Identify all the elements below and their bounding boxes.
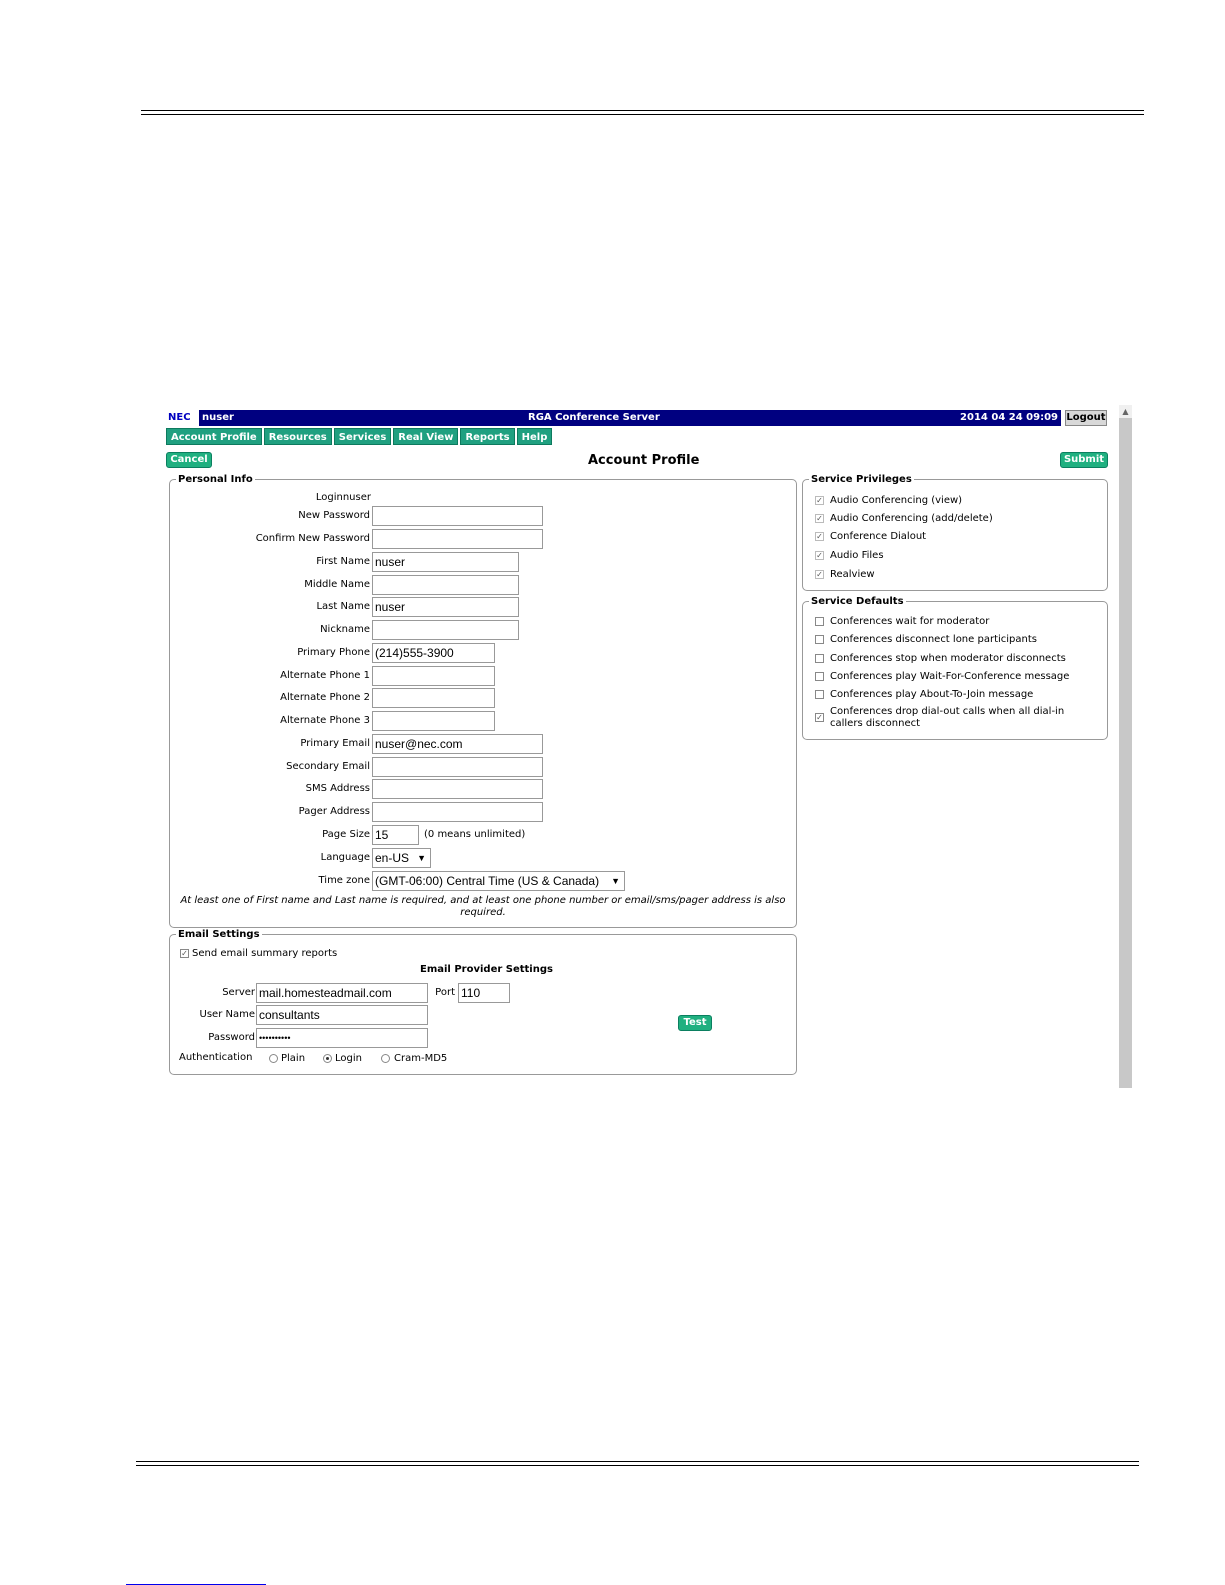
login-value: nuser	[342, 492, 371, 503]
default-label: Conferences stop when moderator disconnects	[830, 653, 1066, 664]
service-defaults-legend: Service Defaults	[811, 596, 904, 607]
pager-address-label: Pager Address	[298, 806, 370, 817]
tab-services[interactable]: Services	[334, 428, 392, 445]
password-label: Password	[208, 1032, 255, 1043]
submit-button[interactable]: Submit	[1060, 452, 1108, 468]
service-privileges-legend: Service Privileges	[811, 474, 912, 485]
nickname-input[interactable]	[372, 620, 519, 640]
vertical-scrollbar[interactable]	[1119, 405, 1132, 1088]
top-rule-1	[141, 110, 1144, 111]
username-input[interactable]: consultants	[256, 1005, 428, 1025]
tab-real-view[interactable]: Real View	[393, 428, 458, 445]
default-label: Conferences play Wait-For-Conference message	[830, 671, 1070, 682]
current-user: nuser	[202, 412, 234, 423]
default-checkbox[interactable]: ✓	[816, 713, 823, 722]
last-name-label: Last Name	[316, 601, 370, 612]
cancel-button[interactable]: Cancel	[166, 452, 212, 468]
nickname-label: Nickname	[320, 624, 370, 635]
default-label: Conferences wait for moderator	[830, 616, 990, 627]
privilege-label: Audio Conferencing (add/delete)	[830, 513, 993, 524]
auth-plain-label: Plain	[281, 1053, 306, 1064]
sms-address-input[interactable]	[372, 779, 543, 799]
default-checkbox[interactable]	[815, 672, 824, 681]
auth-cram-md5-radio[interactable]	[381, 1054, 390, 1063]
alternate-phone-3-input[interactable]	[372, 711, 495, 731]
middle-name-input[interactable]	[372, 575, 519, 595]
default-label: Conferences disconnect lone participants	[830, 634, 1037, 645]
authentication-label: Authentication	[179, 1052, 253, 1063]
alternate-phone-2-input[interactable]	[372, 688, 495, 708]
page-size-label: Page Size	[322, 829, 370, 840]
default-checkbox[interactable]	[815, 635, 824, 644]
port-label: Port	[435, 987, 455, 998]
server-input[interactable]: mail.homesteadmail.com	[256, 983, 428, 1003]
default-label: Conferences drop dial-out calls when all dial-in callers disconnect	[830, 706, 1065, 729]
page-size-hint: (0 means unlimited)	[424, 829, 526, 840]
bottom-rule-1	[136, 1461, 1139, 1462]
tab-help[interactable]: Help	[517, 428, 553, 445]
nav-tabs	[166, 428, 552, 445]
timezone-label: Time zone	[318, 875, 370, 886]
default-checkbox[interactable]	[815, 690, 824, 699]
auth-cram-md5-label: Cram-MD5	[394, 1053, 448, 1064]
bottom-rule-2	[136, 1465, 1139, 1466]
tab-resources[interactable]: Resources	[264, 428, 332, 445]
alternate-phone-3-label: Alternate Phone 3	[280, 715, 370, 726]
auth-login-radio[interactable]	[323, 1054, 332, 1063]
password-input[interactable]: ••••••••••	[256, 1028, 428, 1048]
sms-address-label: SMS Address	[305, 783, 370, 794]
middle-name-label: Middle Name	[304, 579, 370, 590]
header-datetime: 2014 04 24 09:09	[960, 412, 1058, 423]
top-rule-2	[141, 114, 1144, 115]
primary-phone-input[interactable]: (214)555-3900	[372, 643, 495, 663]
alternate-phone-1-input[interactable]	[372, 666, 495, 686]
confirm-password-input[interactable]	[372, 529, 543, 549]
confirm-password-label: Confirm New Password	[255, 533, 370, 544]
auth-plain-radio[interactable]	[269, 1054, 278, 1063]
timezone-select[interactable]	[372, 871, 625, 891]
default-label: Conferences play About-To-Join message	[830, 689, 1034, 700]
login-label: Loginnuser	[315, 492, 371, 503]
logout-button[interactable]: Logout	[1065, 410, 1107, 426]
test-button[interactable]: Test	[678, 1015, 712, 1031]
default-checkbox[interactable]	[815, 654, 824, 663]
primary-phone-label: Primary Phone	[297, 647, 370, 658]
privilege-checkbox: ✓	[816, 532, 823, 541]
pager-address-input[interactable]	[372, 802, 543, 822]
email-provider-heading: Email Provider Settings	[420, 964, 553, 975]
chevron-down-icon: ▼	[611, 876, 620, 886]
send-summary-checkbox[interactable]: ✓	[181, 949, 188, 958]
secondary-email-input[interactable]	[372, 757, 543, 777]
brand-logo: NEC	[166, 410, 199, 426]
privilege-checkbox: ✓	[816, 514, 823, 523]
email-settings-legend: Email Settings	[178, 929, 260, 940]
send-summary-label: Send email summary reports	[192, 948, 338, 959]
alternate-phone-2-label: Alternate Phone 2	[280, 692, 370, 703]
primary-email-label: Primary Email	[300, 738, 370, 749]
app-header	[166, 410, 1061, 426]
privilege-checkbox: ✓	[816, 496, 823, 505]
chevron-down-icon: ▼	[417, 853, 426, 863]
language-label: Language	[320, 852, 370, 863]
personal-info-legend: Personal Info	[178, 474, 253, 485]
privilege-label: Audio Files	[830, 550, 884, 561]
privilege-label: Audio Conferencing (view)	[830, 495, 963, 506]
language-value: en-US	[375, 851, 410, 865]
first-name-input[interactable]: nuser	[372, 552, 519, 572]
page-size-input[interactable]: 15	[372, 825, 419, 845]
first-name-label: First Name	[316, 556, 370, 567]
primary-email-input[interactable]: nuser@nec.com	[372, 734, 543, 754]
tab-account-profile[interactable]: Account Profile	[166, 428, 262, 445]
server-label: Server	[222, 987, 255, 998]
app-title: RGA Conference Server	[528, 412, 660, 423]
privilege-label: Conference Dialout	[830, 531, 927, 542]
new-password-label: New Password	[298, 510, 370, 521]
port-input[interactable]: 110	[458, 983, 510, 1003]
privilege-checkbox: ✓	[816, 551, 823, 560]
alternate-phone-1-label: Alternate Phone 1	[280, 670, 370, 681]
last-name-input[interactable]: nuser	[372, 597, 519, 617]
timezone-value: (GMT-06:00) Central Time (US & Canada)	[375, 874, 600, 888]
privilege-label: Realview	[830, 569, 875, 580]
secondary-email-label: Secondary Email	[286, 761, 370, 772]
tab-reports[interactable]: Reports	[460, 428, 514, 445]
scroll-up-arrow-icon[interactable]: ▲	[1119, 405, 1132, 418]
page-title: Account Profile	[588, 453, 700, 468]
language-select[interactable]	[372, 848, 431, 868]
username-label: User Name	[199, 1009, 255, 1020]
auth-login-label: Login	[335, 1053, 362, 1064]
new-password-input[interactable]	[372, 506, 543, 526]
required-note: At least one of First name and Last name is required, and at least one phone number or email/sms/pager address is also required.	[180, 895, 786, 918]
default-checkbox[interactable]	[815, 617, 824, 626]
privilege-checkbox: ✓	[816, 570, 823, 579]
